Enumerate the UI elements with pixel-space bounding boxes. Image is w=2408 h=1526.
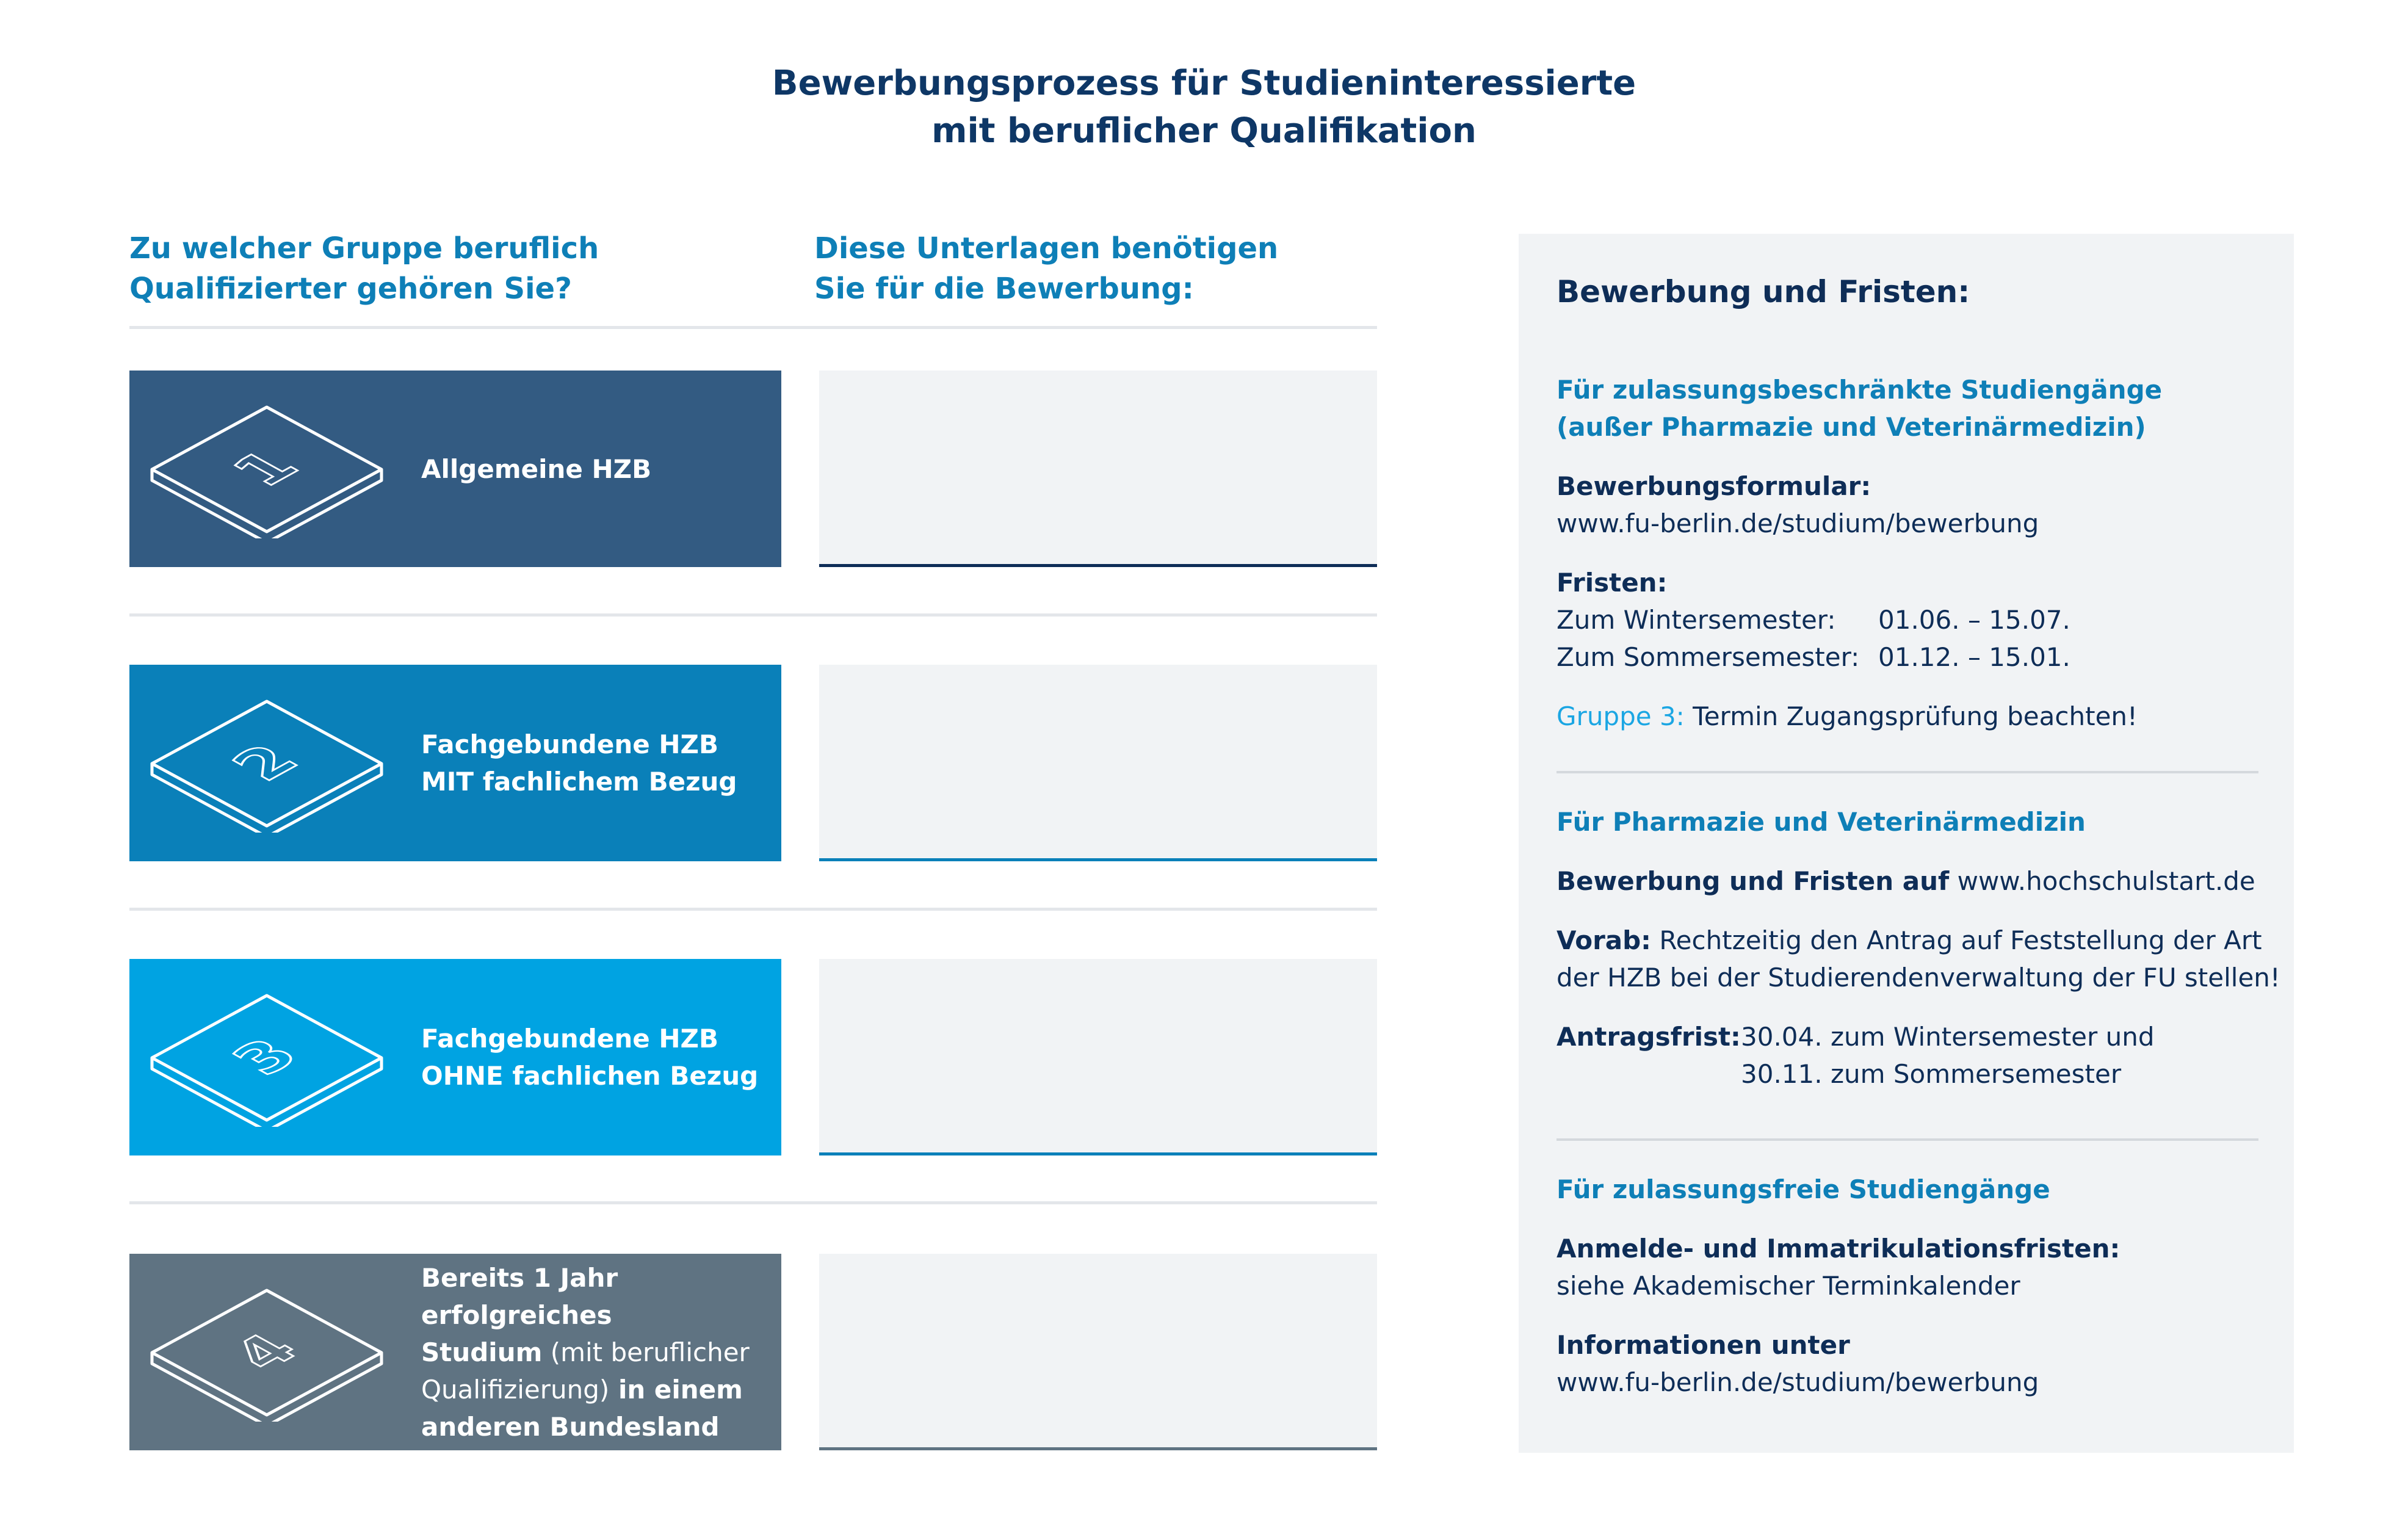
pre-label: Vorab: xyxy=(1557,925,1651,955)
group-column-header xyxy=(129,228,599,309)
group-number-3: 3 xyxy=(217,1030,314,1084)
application-deadline-row-2 xyxy=(1557,1055,2258,1093)
group-label-line: Fachgebundene HZB xyxy=(421,729,718,759)
group-label-3 xyxy=(421,1020,769,1094)
group-card-4[interactable] xyxy=(129,1254,781,1450)
number-tile-3-icon xyxy=(145,989,389,1127)
pre-note-line-2: der HZB bei der Studierendenverwaltung der FU stellen! xyxy=(1557,963,2280,993)
label-bold: Studium xyxy=(421,1337,543,1367)
divider xyxy=(129,1201,1377,1204)
label-light: (mit beruflicher xyxy=(542,1337,750,1367)
number-tile-4-icon xyxy=(145,1284,389,1422)
group3-note xyxy=(1557,698,2258,735)
group-label-line: Allgemeine HZB xyxy=(421,454,652,484)
winter-label: Zum Wintersemester: xyxy=(1557,605,1836,635)
group-card-3[interactable] xyxy=(129,959,781,1155)
summer-label: Zum Sommersemester: xyxy=(1557,642,1860,672)
number-tile-2-icon xyxy=(145,695,389,833)
application-deadline-winter: 30.04. zum Wintersemester und xyxy=(1741,1022,2155,1052)
section-heading: Für zulassungsbeschränkte Studiengänge xyxy=(1557,375,2163,405)
panel-heading: Bewerbung und Fristen: xyxy=(1557,274,1970,309)
section-heading: (außer Pharmazie und Veterinärmedizin) xyxy=(1557,412,2146,442)
group-card-2[interactable] xyxy=(129,665,781,861)
section-heading: Für Pharmazie und Veterinärmedizin xyxy=(1557,807,2086,837)
summer-dates: 01.12. – 15.01. xyxy=(1878,642,2070,672)
winter-dates: 01.06. – 15.07. xyxy=(1878,605,2070,635)
pre-text: Rechtzeitig den Antrag auf Feststellung der Art xyxy=(1651,925,2262,955)
panel-divider xyxy=(1557,1138,2258,1141)
application-deadline-label: Antragsfrist: xyxy=(1557,1022,1741,1052)
divider xyxy=(129,908,1377,911)
number-tile-1-icon xyxy=(145,401,389,538)
apply-label: Bewerbung und Fristen auf xyxy=(1557,866,1950,896)
section-pharmacy xyxy=(1557,803,2280,1093)
info-label: Informationen unter xyxy=(1557,1330,1850,1360)
documents-box-4 xyxy=(819,1254,1377,1450)
summer-deadline-row xyxy=(1557,638,2258,676)
hochschulstart-link[interactable]: www.hochschulstart.de xyxy=(1949,866,2255,896)
documents-header-line-1: Diese Unterlagen benötigen xyxy=(814,231,1279,266)
group-label-4 xyxy=(421,1259,769,1445)
title-line-1: Bewerbungsprozess für Studieninteressierte xyxy=(772,63,1636,103)
hochschulstart-row xyxy=(1557,862,2258,900)
registration-text: siehe Akademischer Terminkalender xyxy=(1557,1271,2020,1301)
label-bold: anderen Bundesland xyxy=(421,1411,720,1442)
group-label-line: OHNE fachlichen Bezug xyxy=(421,1061,759,1091)
group-label-line xyxy=(421,1408,769,1445)
panel-divider xyxy=(1557,771,2258,773)
form-link[interactable]: www.fu-berlin.de/studium/bewerbung xyxy=(1557,508,2039,538)
group-label-line xyxy=(421,1259,769,1334)
group-label-line: MIT fachlichem Bezug xyxy=(421,767,737,797)
info-link[interactable]: www.fu-berlin.de/studium/bewerbung xyxy=(1557,1367,2039,1397)
group-label-1 xyxy=(421,450,769,488)
documents-box-2 xyxy=(819,665,1377,861)
application-deadline-row xyxy=(1557,1018,2258,1055)
documents-header-line-2: Sie für die Bewerbung: xyxy=(814,272,1194,306)
group-number-1: 1 xyxy=(217,442,314,496)
group-label-line: Fachgebundene HZB xyxy=(421,1024,718,1054)
documents-box-1 xyxy=(819,371,1377,567)
section-open-admission xyxy=(1557,1171,2258,1401)
group-number-4: 4 xyxy=(217,1325,314,1379)
title-line-2: mit beruflicher Qualifikation xyxy=(931,111,1477,151)
label-light: Qualifizierung) xyxy=(421,1374,610,1405)
page-title xyxy=(0,60,2408,155)
application-deadline-summer: 30.11. zum Sommersemester xyxy=(1741,1059,2122,1089)
group-number-2: 2 xyxy=(217,736,314,790)
group-header-line-1: Zu welcher Gruppe beruflich xyxy=(129,231,599,266)
deadlines-label: Fristen: xyxy=(1557,568,1668,598)
group-label-2 xyxy=(421,726,769,800)
form-label: Bewerbungsformular: xyxy=(1557,471,1871,501)
documents-box-3 xyxy=(819,959,1377,1155)
group-header-line-2: Qualifizierter gehören Sie? xyxy=(129,272,572,306)
note-text: Termin Zugangsprüfung beachten! xyxy=(1684,701,2138,731)
winter-deadline-row xyxy=(1557,601,2258,638)
divider xyxy=(129,613,1377,617)
divider xyxy=(129,326,1377,329)
section-heading: Für zulassungsfreie Studiengänge xyxy=(1557,1174,2050,1204)
documents-column-header xyxy=(814,228,1278,309)
label-bold: in einem xyxy=(609,1374,743,1405)
group-card-1[interactable] xyxy=(129,371,781,567)
note-prefix: Gruppe 3: xyxy=(1557,701,1685,731)
registration-label: Anmelde- und Immatrikulationsfristen: xyxy=(1557,1234,2121,1264)
section-restricted xyxy=(1557,371,2258,735)
deadlines-panel xyxy=(1519,234,2294,1453)
group-label-line xyxy=(421,1334,769,1371)
label-bold: Bereits 1 Jahr erfolgreiches xyxy=(421,1262,618,1330)
pre-note-line-1 xyxy=(1557,922,2262,959)
group-label-line xyxy=(421,1371,769,1408)
